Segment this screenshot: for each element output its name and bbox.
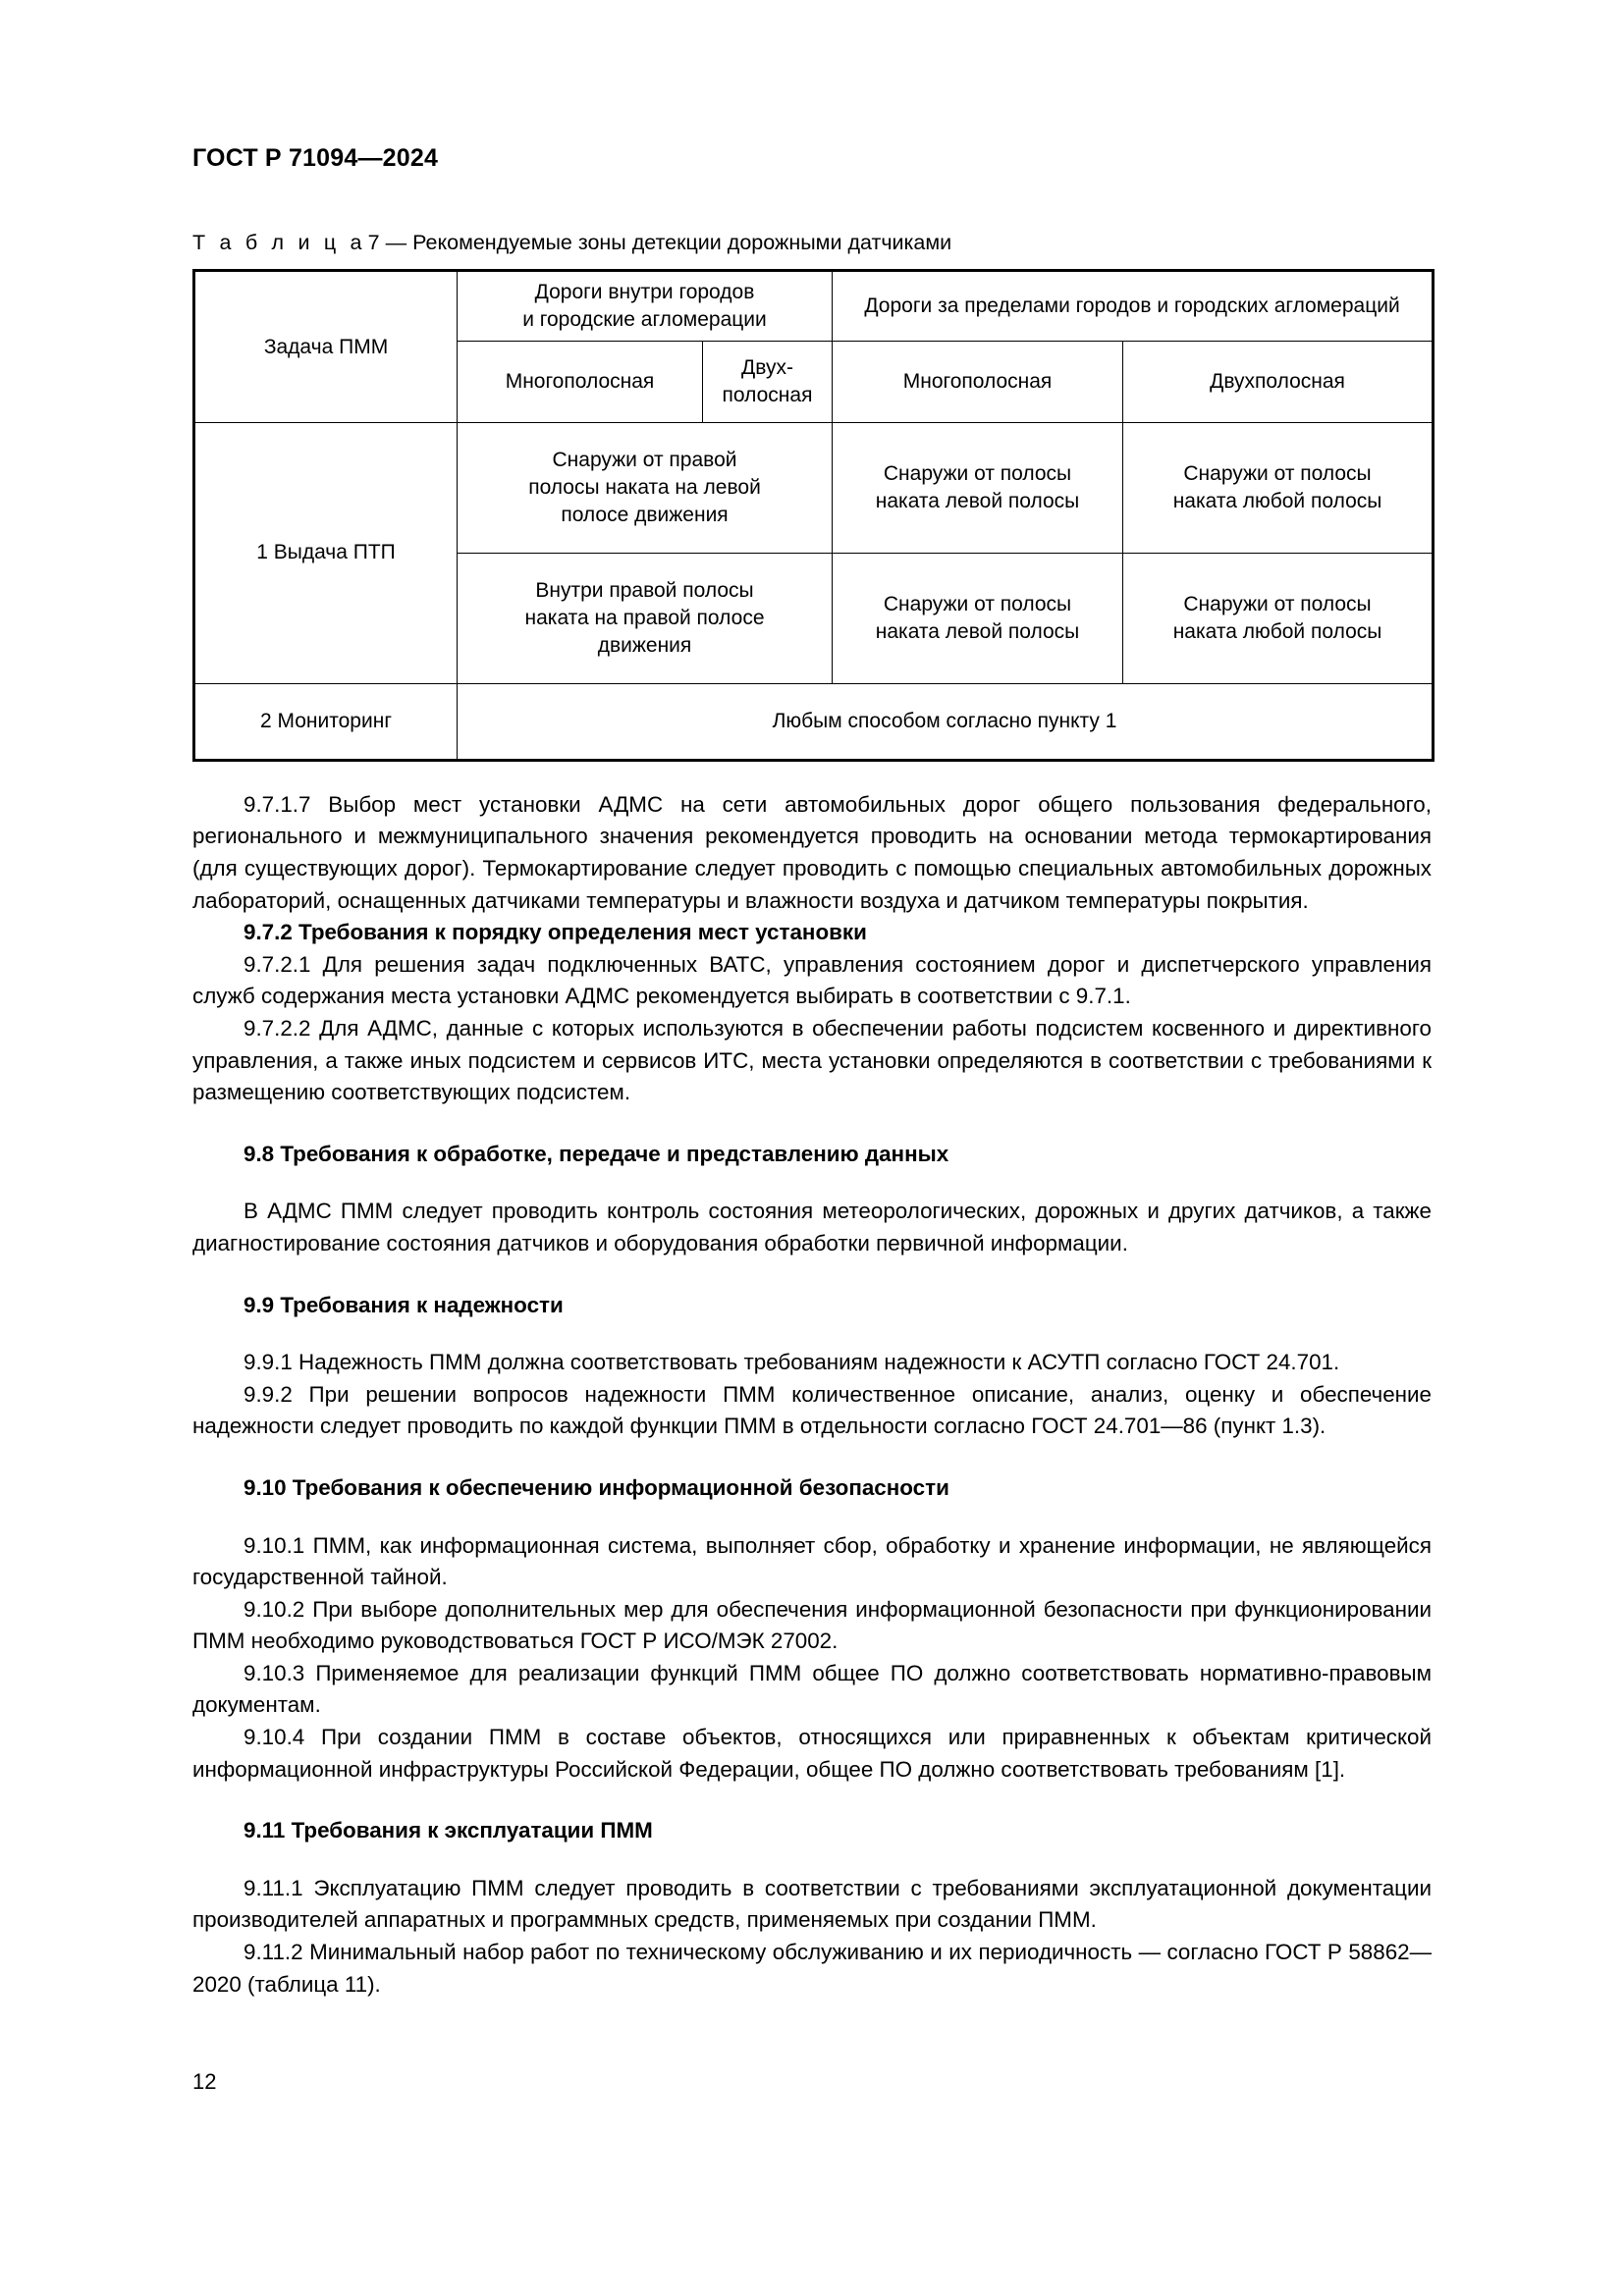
heading-9-7-2: 9.7.2 Требования к порядку определения мест установки: [244, 920, 867, 945]
paragraph-9-10-3: 9.10.3 Применяемое для реализации функций ПММ общее ПО должно соответствовать нормативно-правовым документам.: [192, 1660, 1432, 1718]
paragraph-9-9-2: 9.9.2 При решении вопросов надежности ПММ количественное описание, анализ, оценку и обеспечение надежности следует проводить по каждой функции ПММ в отдельности согласно ГОСТ 24.701—86 (пункт 1.3).: [192, 1381, 1432, 1439]
table-header-twolane-city: [703, 341, 833, 422]
paragraph-9-8: В АДМС ПММ следует проводить контроль состояния метеорологических, дорожных и других датчиков, а также диагностирование состояния датчиков и оборудования обработки первичной информации.: [192, 1199, 1432, 1255]
table-header-twolane-outside: Двухполосная: [1123, 341, 1434, 422]
table-row-task-monitoring: 2 Мониторинг: [194, 683, 458, 760]
cell-ptp-b-outside-multilane: [833, 553, 1123, 683]
cell-line-2: наката любой полосы: [1172, 619, 1382, 643]
table-header-multilane-outside: Многополосная: [833, 341, 1123, 422]
cell-line-2: наката на правой полосе: [524, 606, 765, 629]
paragraph-9-7-2-2: 9.7.2.2 Для АДМС, данные с которых используются в обеспечении работы подсистем косвенного и директивного управления, а также иных подсистем и сервисов ИТС, места установки определяются в соответствии с требованиями к размещению соответствующих подсистем.: [192, 1015, 1432, 1105]
table-header-group-in-city: [458, 271, 833, 341]
page-content: [192, 145, 1432, 2001]
cell-line-1: Снаружи от полосы: [1183, 462, 1372, 486]
table-row-task-ptp: 1 Выдача ПТП: [194, 422, 458, 683]
paragraph-9-11-1: 9.11.1 Эксплуатацию ПММ следует проводить в соответствии с требованиями эксплуатационной документации производителей аппаратных и программных средств, применяемых при создании ПММ.: [192, 1875, 1432, 1933]
table-header-row-1: [194, 271, 1434, 341]
group-in-city-line-1: Дороги внутри городов: [534, 281, 755, 304]
table-header-multilane-city: Многополосная: [458, 341, 703, 422]
heading-9-11: 9.11 Требования к эксплуатации ПММ: [244, 1818, 653, 1843]
cell-line-1: Снаружи от полосы: [883, 593, 1072, 616]
paragraph-9-10-1: 9.10.1 ПММ, как информационная система, выполняет сбор, обработку и хранение информации, не являющейся государственной тайной.: [192, 1532, 1432, 1590]
cell-ptp-a-city-multilane: [458, 422, 833, 553]
table-row: [194, 683, 1434, 760]
paragraph-9-7-2-1: 9.7.2.1 Для решения задач подключенных ВАТС, управления состоянием дорог и диспетчерского управления служб содержания места установки АДМС рекомендуется выбирать в соответствии с 9.7.1.: [192, 951, 1432, 1009]
detection-zones-table: [192, 269, 1435, 761]
paragraph-9-9-1: 9.9.1 Надежность ПММ должна соответствовать требованиям надежности к АСУТП согласно ГОСТ 24.701.: [244, 1350, 1340, 1375]
page-number: 12: [192, 2069, 217, 2094]
table-row: [194, 422, 1434, 553]
table-caption-label: Т а б л и ц а: [192, 230, 366, 254]
cell-line-2: полосы наката на левой: [528, 475, 761, 499]
heading-9-9: 9.9 Требования к надежности: [244, 1292, 564, 1317]
paragraph-9-7-1-7: 9.7.1.7 Выбор мест установки АДМС на сети автомобильных дорог общего пользования федерального, регионального и межмуниципального значения рекомендуется проводить на основании метода термокартирования (для существующих дорог). Термокартирование следует проводить с помощью специальных автомобильных дорожных лабораторий, оснащенных датчиками температуры и влажности воздуха и датчиком температуры покрытия.: [192, 791, 1432, 913]
paragraph-9-10-4: 9.10.4 При создании ПММ в составе объектов, относящихся или приравненных к объектам критической информационной инфраструктуры Российской Федерации, общее ПО должно соответствовать требованиям [1].: [192, 1725, 1432, 1782]
cell-ptp-a-outside-multilane: [833, 422, 1123, 553]
table-caption-title: Рекомендуемые зоны детекции дорожными датчиками: [412, 230, 952, 254]
cell-monitoring-any-method: Любым способом согласно пункту 1: [458, 683, 1434, 760]
table-caption: [192, 230, 1432, 256]
paragraph-9-11-2: 9.11.2 Минимальный набор работ по техническому обслуживанию и их периодичность — согласно ГОСТ Р 58862—2020 (таблица 11).: [192, 1940, 1432, 1997]
cell-line-2: наката левой полосы: [875, 619, 1080, 643]
group-in-city-line-2: и городские агломерации: [522, 308, 767, 332]
cell-line-3: полосе движения: [561, 503, 729, 526]
paragraph-9-10-2: 9.10.2 При выборе дополнительных мер для обеспечения информационной безопасности при функционировании ПММ необходимо руководствоваться ГОСТ Р ИСО/МЭК 27002.: [192, 1596, 1432, 1654]
cell-ptp-b-outside-twolane: [1123, 553, 1434, 683]
cell-line-1: Внутри правой полосы: [535, 579, 754, 603]
table-header-task-column: Задача ПММ: [194, 271, 458, 422]
table-header-group-outside-city: Дороги за пределами городов и городских агломераций: [833, 271, 1434, 341]
cell-ptp-a-outside-twolane: [1123, 422, 1434, 553]
heading-9-8: 9.8 Требования к обработке, передаче и представлению данных: [244, 1141, 949, 1166]
heading-9-10: 9.10 Требования к обеспечению информационной безопасности: [244, 1474, 949, 1500]
cell-ptp-b-city-multilane: [458, 553, 833, 683]
cell-line-2: наката левой полосы: [875, 489, 1080, 512]
table-caption-number: 7: [367, 230, 380, 254]
twolane-city-line-2: полосная: [722, 383, 813, 406]
cell-line-1: Снаружи от полосы: [883, 462, 1072, 486]
cell-line-2: наката любой полосы: [1172, 489, 1382, 512]
twolane-city-line-1: Двух-: [741, 356, 793, 380]
cell-line-1: Снаружи от правой: [552, 449, 737, 472]
page-header-standard-number: ГОСТ Р 71094—2024: [192, 144, 439, 172]
cell-line-3: движения: [597, 633, 692, 657]
cell-line-1: Снаружи от полосы: [1183, 593, 1372, 616]
table-caption-dash: —: [385, 230, 407, 254]
